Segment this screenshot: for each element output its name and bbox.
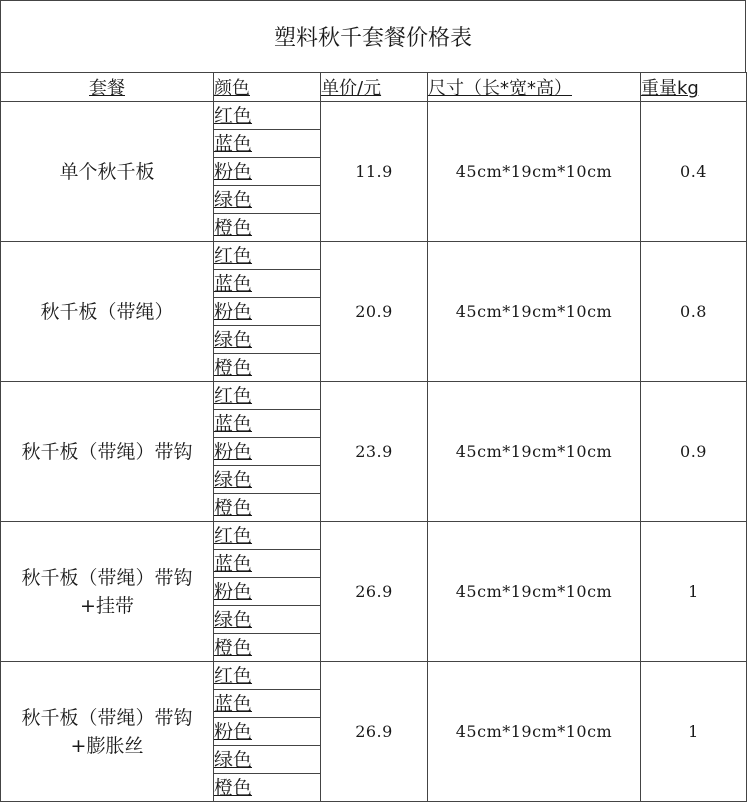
table-row [1, 522, 747, 550]
color-cell: 绿色 [214, 326, 321, 354]
price-table [0, 72, 747, 802]
color-cell: 蓝色 [214, 270, 321, 298]
price-cell: 11.9 [321, 102, 428, 242]
color-cell: 红色 [214, 662, 321, 690]
weight-cell: 1 [641, 522, 747, 662]
size-cell: 45cm*19cm*10cm [428, 242, 641, 382]
color-cell: 蓝色 [214, 550, 321, 578]
weight-cell: 1 [641, 662, 747, 802]
price-cell: 20.9 [321, 242, 428, 382]
color-cell: 橙色 [214, 634, 321, 662]
package-name-cell: 秋千板（带绳） [1, 242, 214, 382]
price-cell: 26.9 [321, 662, 428, 802]
size-cell: 45cm*19cm*10cm [428, 662, 641, 802]
table-row [1, 242, 747, 270]
price-cell: 26.9 [321, 522, 428, 662]
color-cell: 蓝色 [214, 690, 321, 718]
sheet-title: 塑料秋千套餐价格表 [0, 0, 746, 72]
color-cell: 橙色 [214, 774, 321, 802]
package-name-cell: 秋千板（带绳）带钩+挂带 [1, 522, 214, 662]
table-row [1, 102, 747, 130]
price-cell: 23.9 [321, 382, 428, 522]
color-cell: 红色 [214, 102, 321, 130]
color-cell: 绿色 [214, 606, 321, 634]
color-cell: 橙色 [214, 354, 321, 382]
color-cell: 绿色 [214, 746, 321, 774]
package-name-cell: 秋千板（带绳）带钩 [1, 382, 214, 522]
color-cell: 橙色 [214, 494, 321, 522]
weight-cell: 0.8 [641, 242, 747, 382]
color-cell: 红色 [214, 522, 321, 550]
header-size: 尺寸（长*宽*高） [428, 73, 641, 102]
color-cell: 红色 [214, 242, 321, 270]
header-color: 颜色 [214, 73, 321, 102]
color-cell: 蓝色 [214, 410, 321, 438]
size-cell: 45cm*19cm*10cm [428, 522, 641, 662]
color-cell: 粉色 [214, 158, 321, 186]
color-cell: 红色 [214, 382, 321, 410]
package-name-cell: 秋千板（带绳）带钩+膨胀丝 [1, 662, 214, 802]
header-row [1, 73, 747, 102]
table-row [1, 662, 747, 690]
weight-cell: 0.4 [641, 102, 747, 242]
color-cell: 绿色 [214, 466, 321, 494]
header-price: 单价/元 [321, 73, 428, 102]
table-row [1, 382, 747, 410]
color-cell: 蓝色 [214, 130, 321, 158]
header-package: 套餐 [1, 73, 214, 102]
header-weight: 重量kg [641, 73, 747, 102]
color-cell: 粉色 [214, 578, 321, 606]
color-cell: 橙色 [214, 214, 321, 242]
color-cell: 粉色 [214, 298, 321, 326]
size-cell: 45cm*19cm*10cm [428, 102, 641, 242]
color-cell: 绿色 [214, 186, 321, 214]
weight-cell: 0.9 [641, 382, 747, 522]
color-cell: 粉色 [214, 718, 321, 746]
table-body [1, 102, 747, 802]
package-name-cell: 单个秋千板 [1, 102, 214, 242]
color-cell: 粉色 [214, 438, 321, 466]
size-cell: 45cm*19cm*10cm [428, 382, 641, 522]
